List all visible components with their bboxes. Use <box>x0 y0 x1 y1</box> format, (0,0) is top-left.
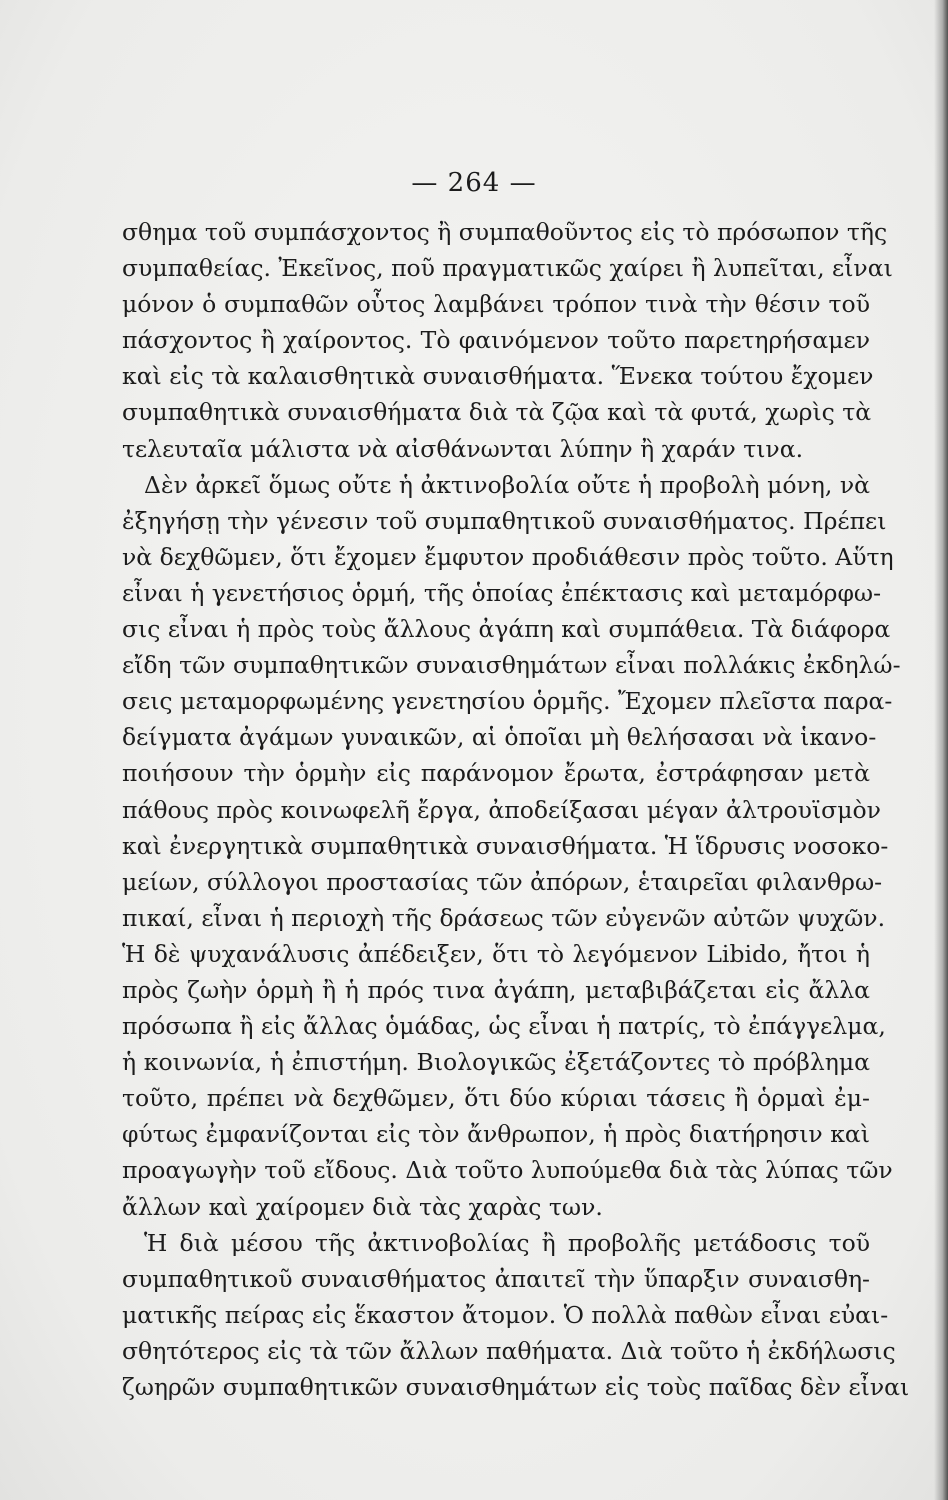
text-line: δείγματα ἀγάμων γυναικῶν, αἱ ὁποῖαι μὴ θελήσασαι νὰ ἱκανο- <box>122 723 877 752</box>
text-line: ἐξηγήσῃ τὴν γένεσιν τοῦ συμπαθητικοῦ συναισθήματος. Πρέπει <box>122 506 887 535</box>
text-line: εἴδη τῶν συμπαθητικῶν συναισθημάτων εἶναι πολλάκις ἐκδηλώ- <box>122 651 901 680</box>
text-line: τελευταῖα μάλιστα νὰ αἰσθάνωνται λύπην ἢ χαράν τινα. <box>122 434 804 463</box>
text-line: φύτως ἐμφανίζονται εἰς τὸν ἄνθρωπον, ἡ πρὸς διατήρησιν καὶ <box>122 1120 870 1149</box>
paragraph-start-line: Ἡ διὰ μέσου τῆς ἀκτινοβολίας ἢ προβολῆς μετάδοσις τοῦ <box>144 1228 870 1257</box>
text-line: τοῦτο, πρέπει νὰ δεχθῶμεν, ὅτι δύο κύριαι τάσεις ἢ ὁρμαὶ ἐμ- <box>122 1084 870 1113</box>
text-line: εἶναι ἡ γενετήσιος ὁρμή, τῆς ὁποίας ἐπέκτασις καὶ μεταμόρφω- <box>122 578 882 607</box>
text-line: σθητότερος εἰς τὰ τῶν ἄλλων παθήματα. Διὰ τοῦτο ἡ ἐκδήλωσις <box>122 1336 896 1365</box>
text-line: προαγωγὴν τοῦ εἴδους. Διὰ τοῦτο λυπούμεθα διὰ τὰς λύπας τῶν <box>122 1156 893 1185</box>
text-line: σις εἶναι ἡ πρὸς τοὺς ἄλλους ἀγάπη καὶ συμπάθεια. Τὰ διάφορα <box>122 615 891 644</box>
text-line: συμπαθητικὰ συναισθήματα διὰ τὰ ζῷα καὶ τὰ φυτά, χωρὶς τὰ <box>122 398 872 427</box>
text-line: σθημα τοῦ συμπάσχοντος ἢ συμπαθοῦντος εἰς τὸ πρόσωπον τῆς <box>122 218 888 246</box>
text-line: καὶ ἐνεργητικὰ συμπαθητικὰ συναισθήματα. Ἡ ἵδρυσις νοσοκο- <box>122 831 889 860</box>
text-line: ποιήσουν τὴν ὁρμὴν εἰς παράνομον ἔρωτα, ἐστράφησαν μετὰ <box>122 759 870 788</box>
text-line: πρόσωπα ἢ εἰς ἄλλας ὁμάδας, ὡς εἶναι ἡ πατρίς, τὸ ἐπάγγελμα, <box>122 1012 886 1041</box>
text-line: πικαί, εἶναι ἡ περιοχὴ τῆς δράσεως τῶν εὐγενῶν αὐτῶν ψυχῶν. <box>122 903 886 932</box>
page-number: — 264 — <box>411 168 537 198</box>
text-line: συμπαθητικοῦ συναισθήματος ἀπαιτεῖ τὴν ὕπαρξιν συναισθη- <box>122 1264 870 1293</box>
text-line: μείων, σύλλογοι προστασίας τῶν ἀπόρων, ἑταιρεῖαι φιλανθρω- <box>122 867 883 896</box>
text-line: μόνον ὁ συμπαθῶν οὗτος λαμβάνει τρόπον τινὰ τὴν θέσιν τοῦ <box>122 290 870 319</box>
paragraph-start-line: Δὲν ἀρκεῖ ὅμως οὔτε ἡ ἀκτινοβολία οὔτε ἡ προβολὴ μόνη, νὰ <box>144 470 870 499</box>
text-line: καὶ εἰς τὰ καλαισθητικὰ συναισθήματα. Ἕνεκα τούτου ἔχομεν <box>122 362 874 391</box>
text-line: σεις μεταμορφωμένης γενετησίου ὁρμῆς. Ἔχομεν πλεῖστα παρα- <box>122 687 893 716</box>
text-line: ματικῆς πείρας εἰς ἕκαστον ἄτομον. Ὁ πολλὰ παθὼν εἶναι εὐαι- <box>122 1300 889 1329</box>
text-line: Ἡ δὲ ψυχανάλυσις ἀπέδειξεν, ὅτι τὸ λεγόμενον Libido, ἤτοι ἡ <box>122 939 870 968</box>
text-line: πάσχοντος ἢ χαίροντος. Τὸ φαινόμενον τοῦτο παρετηρήσαμεν <box>122 326 870 355</box>
text-line: πρὸς ζωὴν ὁρμὴ ἢ ἡ πρός τινα ἀγάπη, μεταβιβάζεται εἰς ἄλλα <box>122 975 870 1004</box>
page-edge-shadow <box>934 0 948 1500</box>
text-line: ἄλλων καὶ χαίρομεν διὰ τὰς χαρὰς των. <box>122 1192 603 1221</box>
text-line: συμπαθείας. Ἐκεῖνος, ποῦ πραγματικῶς χαίρει ἢ λυπεῖται, εἶναι <box>122 254 893 283</box>
text-line: πάθους πρὸς κοινωφελῆ ἔργα, ἀποδείξασαι μέγαν ἀλτρουϊσμὸν <box>122 795 881 824</box>
text-line: νὰ δεχθῶμεν, ὅτι ἔχομεν ἔμφυτον προδιάθεσιν πρὸς τοῦτο. Αὕτη <box>122 542 894 571</box>
text-line: ζωηρῶν συμπαθητικῶν συναισθημάτων εἰς τοὺς παῖδας δὲν εἶναι <box>122 1373 910 1401</box>
text-line: ἡ κοινωνία, ἡ ἐπιστήμη. Βιολογικῶς ἐξετάζοντες τὸ πρόβλημα <box>122 1048 870 1077</box>
body-text <box>122 214 910 1405</box>
